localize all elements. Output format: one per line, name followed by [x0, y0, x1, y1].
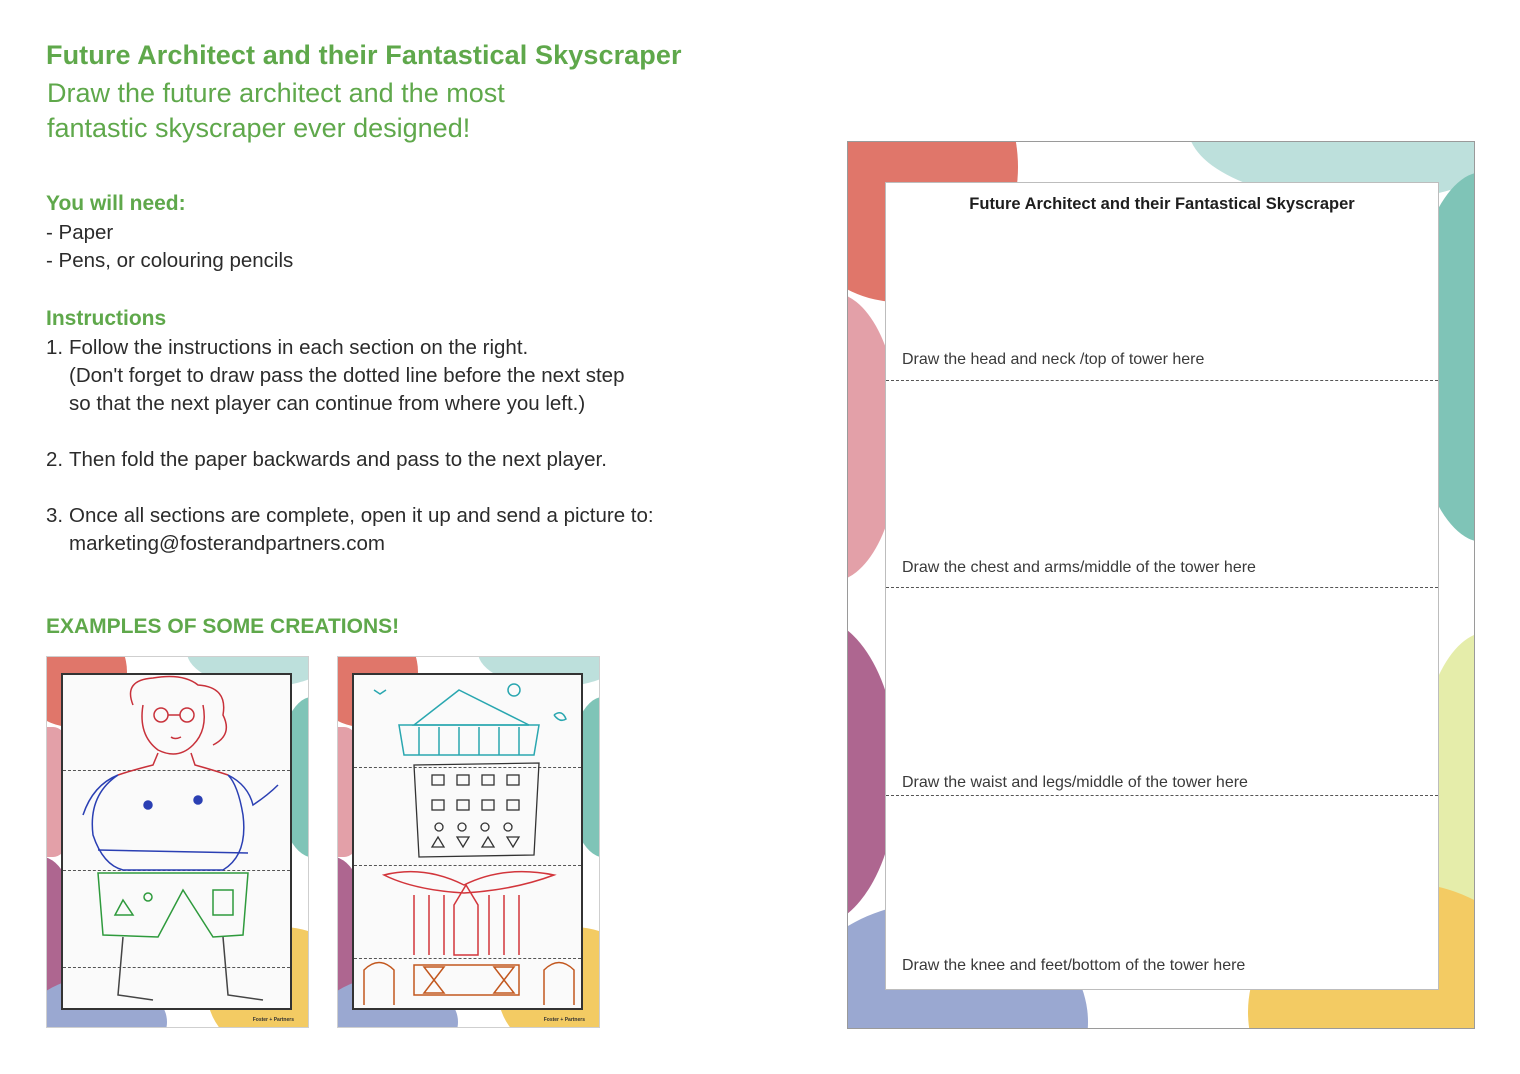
fold-line [886, 587, 1438, 588]
instruction-step-3 [46, 502, 746, 558]
brand-mark: Foster + Partners [252, 1017, 294, 1023]
step-line: Follow the instructions in each section on the right. [69, 336, 529, 359]
fold-line [886, 380, 1438, 381]
step-number: 2. [46, 448, 64, 471]
architect-drawing [63, 675, 290, 1008]
folded-sheet [61, 673, 292, 1010]
fold-line [886, 795, 1438, 796]
folded-sheet [352, 673, 583, 1010]
tower-drawing [354, 675, 581, 1008]
instruction-step-1 [46, 334, 746, 418]
section-prompt-head: Draw the head and neck /top of tower here [902, 351, 1205, 368]
section-prompt-chest: Draw the chest and arms/middle of the tower here [902, 559, 1256, 576]
instruction-step-2 [46, 446, 746, 474]
section-prompt-knee: Draw the knee and feet/bottom of the tower here [902, 957, 1246, 974]
step-line: Then fold the paper backwards and pass to the next player. [69, 448, 607, 471]
needs-list [46, 219, 293, 275]
drawing-area [885, 182, 1439, 990]
needs-item: - Pens, or colouring pencils [46, 249, 294, 272]
brand-mark: Foster + Partners [543, 1017, 585, 1023]
printable-sheet [847, 141, 1475, 1029]
example-creation-architect [46, 656, 309, 1028]
sheet-title: Future Architect and their Fantastical Skyscraper [969, 195, 1355, 213]
page-title: Future Architect and their Fantastical Skyscraper [46, 40, 682, 70]
needs-item: - Paper [46, 221, 114, 244]
instructions-heading: Instructions [46, 307, 167, 330]
step-number: 3. [46, 504, 64, 527]
step-line: Once all sections are complete, open it up and send a picture to: [69, 504, 654, 527]
examples-heading: EXAMPLES OF SOME CREATIONS! [46, 615, 400, 638]
page-subtitle: Draw the future architect and the most fantastic skyscraper ever designed! [47, 78, 505, 143]
email-address[interactable]: marketing@fosterandpartners.com [69, 532, 385, 555]
step-line: (Don't forget to draw pass the dotted line before the next step [69, 364, 625, 387]
step-number: 1. [46, 336, 64, 359]
step-line: so that the next player can continue from where you left.) [69, 392, 586, 415]
section-prompt-waist: Draw the waist and legs/middle of the tower here [902, 774, 1248, 791]
example-creation-tower [337, 656, 600, 1028]
needs-heading: You will need: [46, 192, 186, 215]
